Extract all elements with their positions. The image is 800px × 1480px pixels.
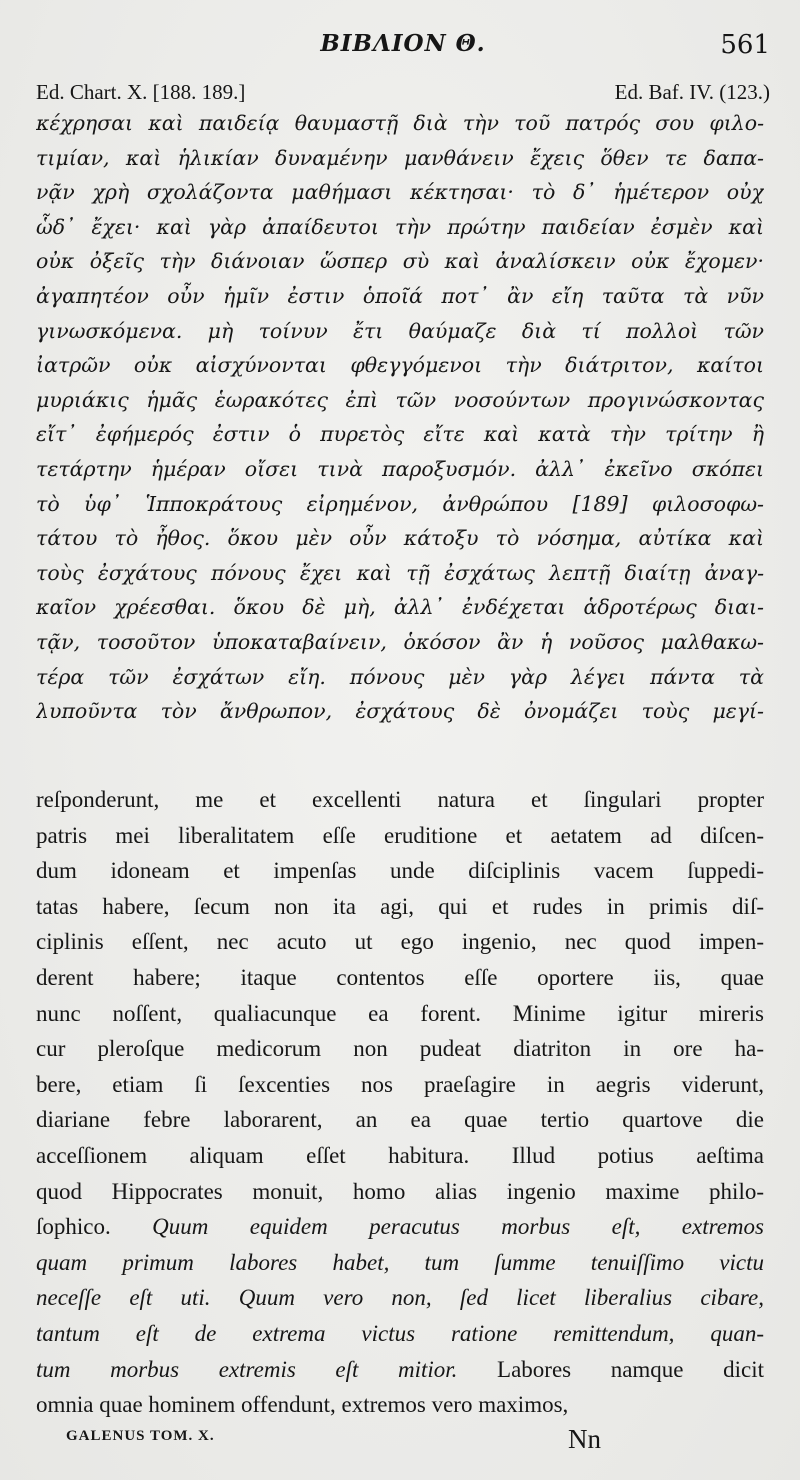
latin-line-mixed [36, 1316, 764, 1352]
latin-roman-run: ſophico. [36, 1214, 153, 1240]
greek-line: μυριάκις ἡμᾶς ἑωρακότες ἐπὶ τῶν νοσούντων προγινώσκοντας [36, 387, 764, 412]
latin-line-mixed [36, 1280, 764, 1316]
greek-line: τέρα τῶν ἐσχάτων εἴη. πόνους μὲν γὰρ λέγει πάντα τὰ [36, 664, 764, 689]
greek-line: τᾷν, τοσοῦτον ὑποκαταβαίνειν, ὁκόσον ἂν ἡ νοῦσος μαλθακω- [36, 629, 764, 654]
latin-line: tatas habere, ſecum non ita agi, qui et rudes in primis diſ- [36, 893, 764, 919]
latin-line: diariane febre laborarent, an ea quae tertio quartove die [36, 1107, 764, 1133]
latin-line: derent habere; itaque contentos eſſe oportere iis, quae [36, 964, 764, 990]
latin-roman-run: Labores namque dicit [457, 1356, 764, 1382]
greek-line: γινωσκόμενα. μὴ τοίνυν ἔτι θαύμαζε διὰ τί πολλοὶ τῶν [36, 318, 764, 343]
greek-line: ὧδ᾽ ἔχει· καὶ γὰρ ἀπαίδευτοι τὴν πρώτην παιδείαν ἐσμὲν καὶ [36, 214, 764, 239]
greek-line: ἰατρῶν οὐκ αἰσχύνονται φθεγγόμενοι τὴν διάτριτον, καίτοι [36, 353, 764, 378]
latin-line-mixed [36, 1352, 764, 1388]
greek-line: τάτου τὸ ἦθος. ὅκου μὲν οὖν κάτοξυ τὸ νόσημα, αὐτίκα καὶ [36, 526, 764, 551]
latin-line: reſponderunt, me et excellenti natura et ſingulari propter [36, 787, 764, 812]
greek-line: τὸ ὑφ᾽ Ἱπποκράτους εἰρημένον, ἀνθρώπου [189] φιλοσοφω- [36, 491, 764, 516]
latin-line: cur pleroſque medicorum non pudeat diatriton in ore ha- [36, 1036, 764, 1062]
latin-italic-quotation: tantum eſt de extrema victus ratione remittendum, quan- [36, 1320, 764, 1346]
gathering-mark: Nn [568, 1424, 601, 1454]
greek-line: τετάρτην ἡμέραν οἴσει τινὰ παροξυσμόν. ἀλλ᾽ ἐκεῖνο σκόπει [36, 456, 764, 481]
latin-line: nunc noſſent, qualiacunque ea forent. Minime igitur mireris [36, 1000, 764, 1026]
page-footer [36, 1424, 764, 1460]
greek-line: νᾷν χρὴ σχολάζοντα μαθήμασι κέκτησαι· τὸ δ᾽ ἡμέτερον οὐχ [36, 180, 764, 205]
latin-italic-quotation: quam primum labores habet, tum ſumme tenuiſſimo victu [36, 1249, 764, 1275]
latin-line: quod Hippocrates monuit, homo alias ingenio maxime philo- [36, 1178, 764, 1204]
latin-line: dum idoneam et impenſas unde diſciplinis vacem ſuppedi- [36, 858, 764, 884]
greek-line: καῖον χρέεσθαι. ὅκου δὲ μὴ, ἀλλ᾽ ἐνδέχεται ἁδροτέρως διαι- [36, 595, 764, 620]
running-head [36, 30, 770, 64]
page-number: 561 [720, 30, 770, 60]
latin-translation-block [36, 782, 764, 1423]
latin-line-mixed [36, 1245, 764, 1281]
latin-italic-quotation: Quum equidem peracutus morbus eſt, extremos [152, 1214, 764, 1240]
running-title: ΒΙΒΛΙΟΝ Θ. [320, 30, 486, 57]
greek-line: τιμίαν, καὶ ἡλικίαν δυναμένην μανθάνειν ἔχεις ὅθεν τε δαπα- [36, 145, 764, 170]
latin-line: acceſſionem aliquam eſſet habitura. Illud potius aeſtima [36, 1142, 764, 1168]
latin-line: omnia quae hominem offendunt, extremos vero maximos, [36, 1392, 569, 1418]
edition-basel-ref: Ed. Baf. IV. (123.) [614, 80, 770, 104]
latin-line-mixed [36, 1209, 764, 1245]
greek-line: εἴτ᾽ ἐφήμερός ἐστιν ὁ πυρετὸς εἴτε καὶ κατὰ τὴν τρίτην ἢ [36, 422, 764, 447]
edition-chartier-ref: Ed. Chart. X. [188. 189.] [36, 80, 246, 104]
greek-line: οὐκ ὀξεῖς τὴν διάνοιαν ὥσπερ σὺ καὶ ἀναλίσκειν οὐκ ἔχομεν· [36, 249, 764, 274]
latin-line: bere, etiam ſi ſexcenties nos praeſagire in aegris viderunt, [36, 1071, 764, 1097]
greek-line: κέχρησαι καὶ παιδείᾳ θαυμαστῇ διὰ τὴν τοῦ πατρός σου φιλο- [36, 111, 764, 135]
greek-line: τοὺς ἐσχάτους πόνους ἔχει καὶ τῇ ἐσχάτως λεπτῇ διαίτῃ ἀναγ- [36, 560, 764, 585]
greek-line: ἀγαπητέον οὖν ἡμῖν ἐστιν ὁποῖά ποτ᾽ ἂν εἴη ταῦτα τὰ νῦν [36, 283, 764, 308]
latin-line: ciplinis eſſent, nec acuto ut ego ingenio, nec quod impen- [36, 929, 764, 955]
volume-signature: GALENUS TOM. X. [66, 1428, 215, 1444]
latin-italic-quotation: tum morbus extremis eſt mitior. [36, 1356, 458, 1382]
latin-italic-quotation: neceſſe eſt uti. Quum vero non, ſed licet liberalius cibare, [36, 1285, 764, 1311]
greek-text-block [36, 106, 764, 729]
greek-line: λυποῦντα τὸν ἄνθρωπον, ἐσχάτους δὲ ὀνομάζει τοὺς μεγί- [36, 699, 764, 724]
edition-reference-line [36, 80, 770, 108]
latin-line: patris mei liberalitatem eſſe eruditione et aetatem ad diſcen- [36, 822, 764, 848]
